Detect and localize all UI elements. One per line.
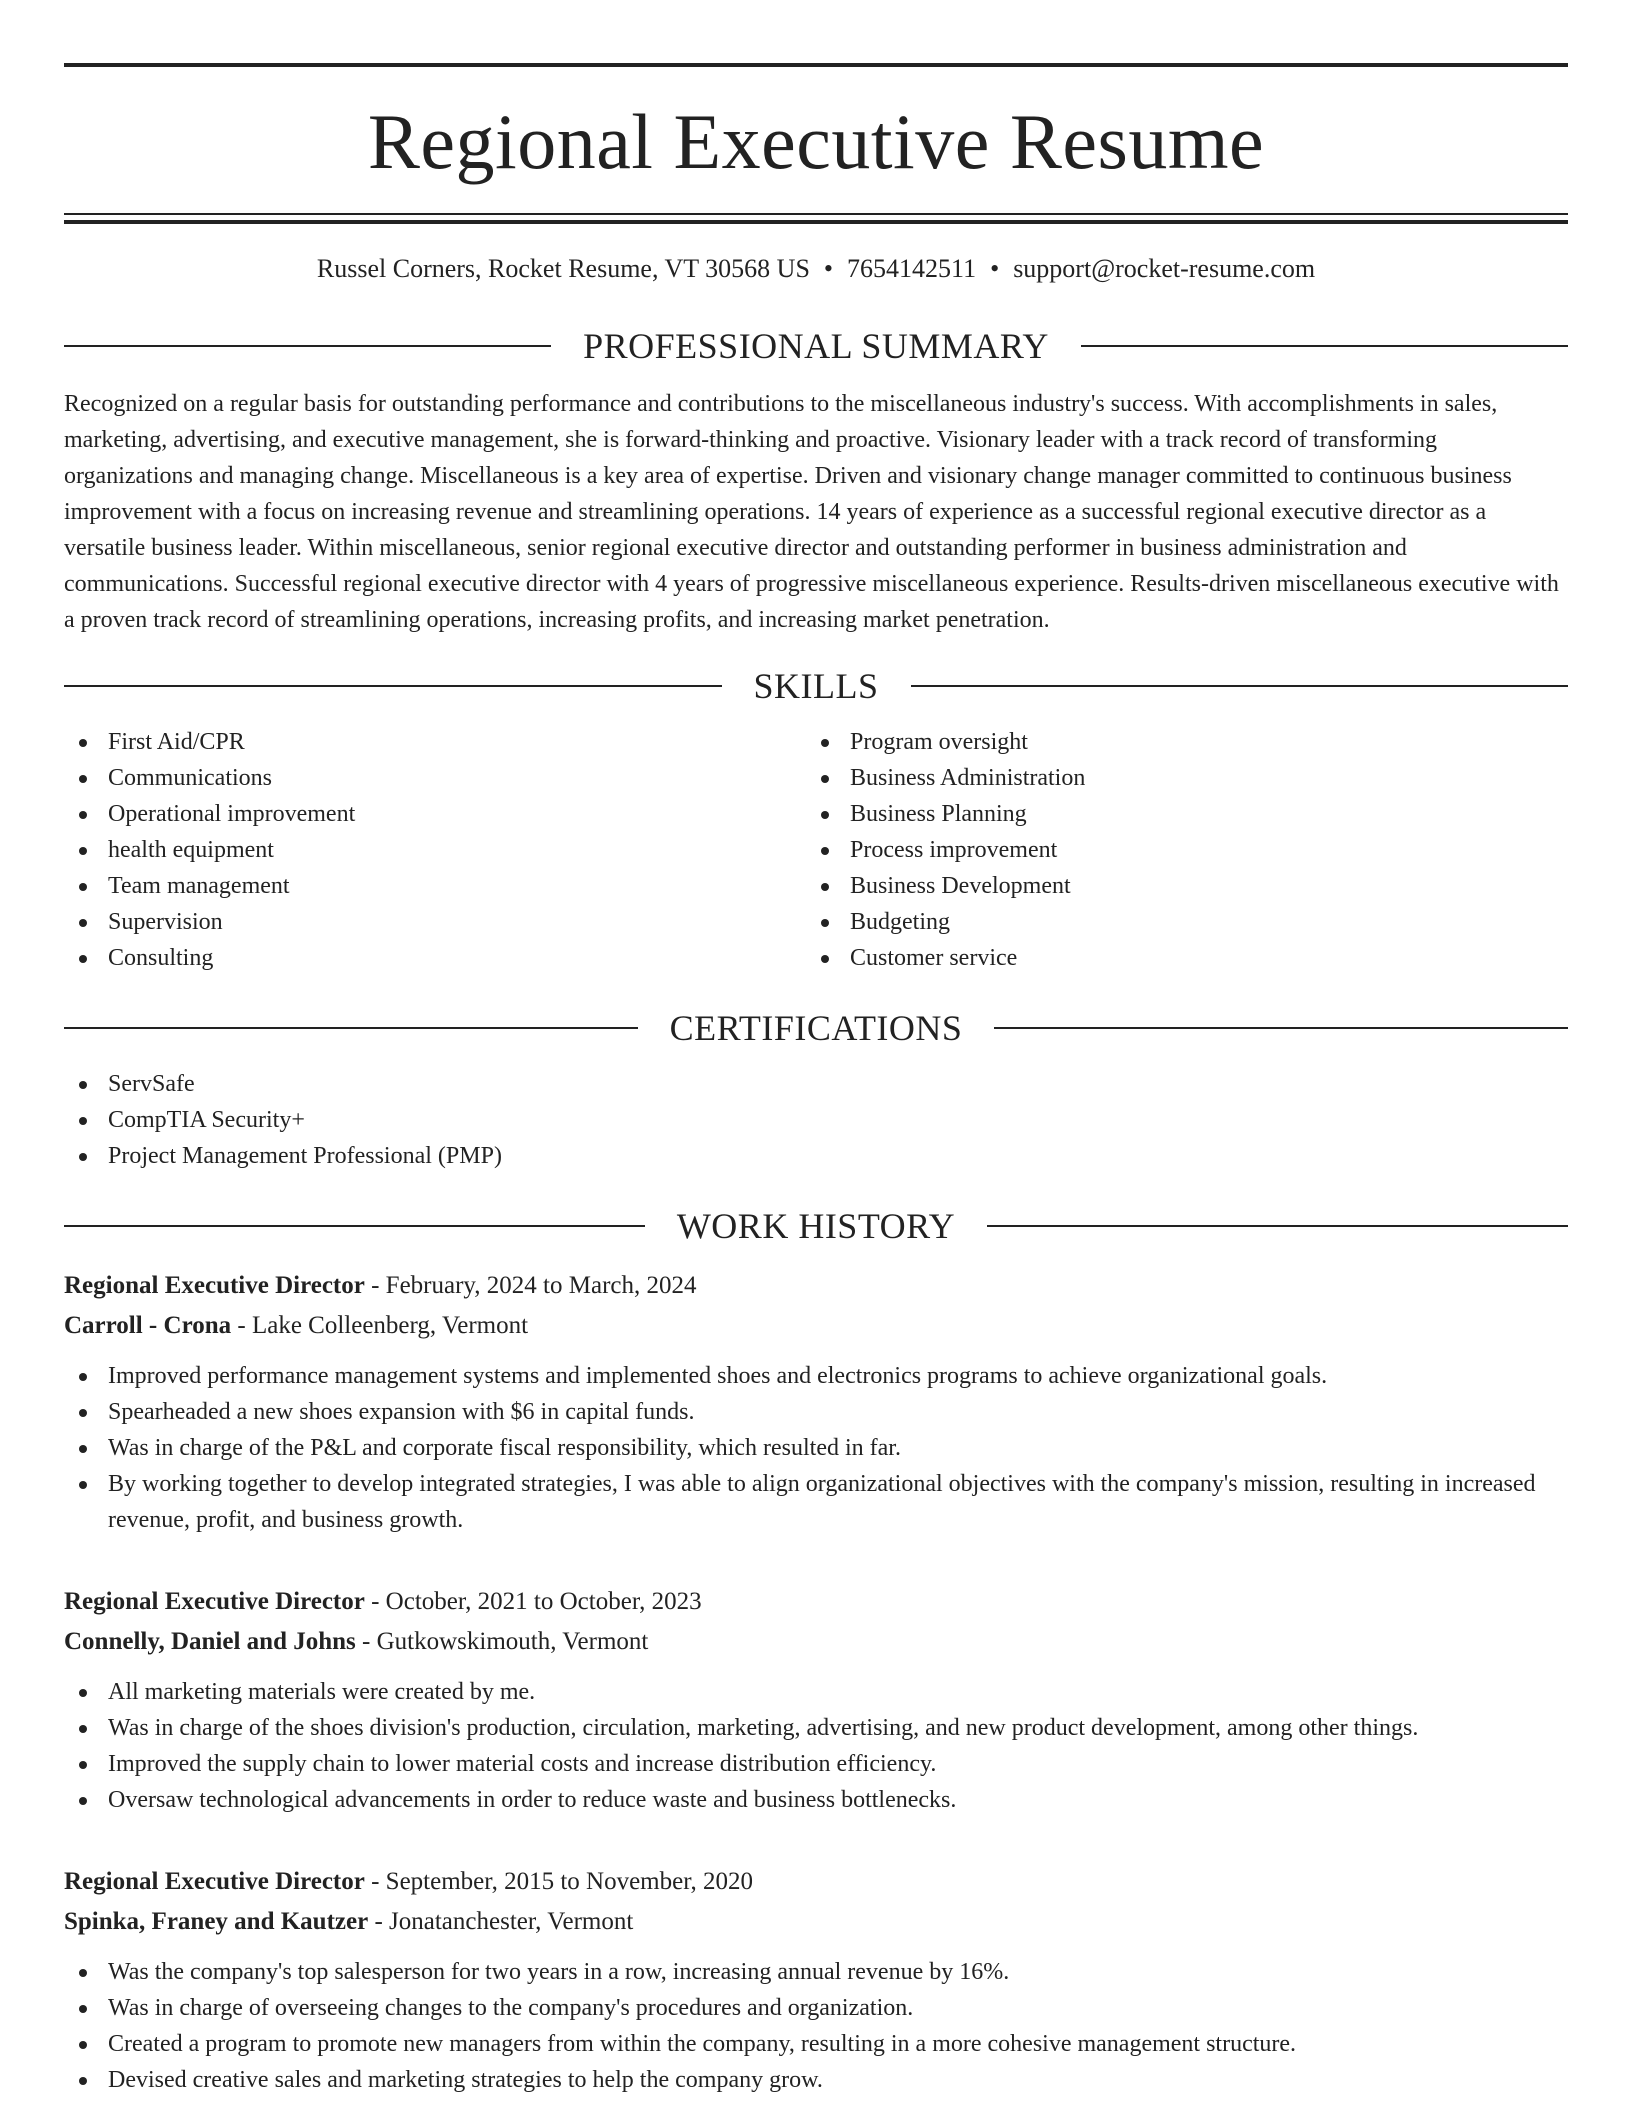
section-title-skills: SKILLS (753, 666, 879, 706)
job-bullet: Devised creative sales and marketing strategies to help the company grow. (64, 2062, 1568, 2098)
skill-item: First Aid/CPR (64, 724, 806, 760)
skill-item: Process improvement (806, 832, 1548, 868)
job-title: Regional Executive Director (64, 1868, 365, 1895)
section-rule (911, 685, 1569, 687)
job-company: Connelly, Daniel and Johns (64, 1628, 356, 1655)
skill-item: health equipment (64, 832, 806, 868)
job-company: Carroll - Crona (64, 1312, 232, 1339)
title-divider (64, 213, 1568, 224)
skills-columns (64, 724, 1568, 976)
summary-paragraph: Recognized on a regular basis for outstanding performance and contributions to the miscellaneous industry's success. With accomplishments in sales, marketing, advertising, and executive management, she is forward-thinking and proactive. Visionary leader with a track record of transforming organizations and managing change. Miscellaneous is a key area of expertise. Driven and visionary change manager committed to continuous business improvement with a focus on increasing revenue and streamlining operations. 14 years of experience as a successful regional executive director as a versatile business leader. Within miscellaneous, senior regional executive director and outstanding performer in business administration and communications. Successful regional executive director with 4 years of progressive miscellaneous experience. Results-driven miscellaneous executive with a proven track record of streamlining operations, increasing profits, and increasing market penetration. (64, 391, 1559, 633)
job-location: - Gutkowskimouth, Vermont (355, 1628, 649, 1655)
job-bullet: Was the company's top salesperson for two years in a row, increasing annual revenue by 16%. (64, 1954, 1568, 1990)
job-bullet: Improved the supply chain to lower material costs and increase distribution efficiency. (64, 1746, 1568, 1782)
certification-item: CompTIA Security+ (64, 1102, 1568, 1138)
job-location: - Lake Colleenberg, Vermont (231, 1312, 529, 1339)
skill-item: Budgeting (806, 904, 1548, 940)
certification-item: ServSafe (64, 1066, 1568, 1102)
section-header-summary (64, 328, 1568, 364)
job-bullet: Was in charge of the P&L and corporate fiscal responsibility, which resulted in far. (64, 1430, 1568, 1466)
section-header-skills (64, 668, 1568, 704)
job-entry (64, 1862, 1568, 2098)
job-bullet: Was in charge of the shoes division's production, circulation, marketing, advertising, and new product development, among other things. (64, 1710, 1568, 1746)
certifications-list (64, 1066, 1568, 1174)
job-title-line (64, 1582, 1568, 1622)
certification-item: Project Management Professional (PMP) (64, 1138, 1568, 1174)
job-entry (64, 1266, 1568, 1538)
section-rule (994, 1027, 1568, 1029)
job-dates: - October, 2021 to October, 2023 (364, 1588, 702, 1615)
section-title-summary: PROFESSIONAL SUMMARY (583, 326, 1049, 366)
job-dates: - September, 2015 to November, 2020 (364, 1868, 754, 1895)
skill-item: Team management (64, 868, 806, 904)
section-rule (64, 345, 551, 347)
job-location: - Jonatanchester, Vermont (368, 1908, 634, 1935)
contact-address: Russel Corners, Rocket Resume, VT 30568 US (316, 254, 810, 283)
section-rule (64, 685, 722, 687)
section-rule (64, 1027, 638, 1029)
job-bullet: Created a program to promote new managers from within the company, resulting in a more cohesive management structure. (64, 2026, 1568, 2062)
page-title: Regional Executive Resume (367, 98, 1265, 185)
job-bullet: Oversaw technological advancements in order to reduce waste and business bottlenecks. (64, 1782, 1568, 1818)
skill-item: Supervision (64, 904, 806, 940)
skill-item: Customer service (806, 940, 1548, 976)
section-rule (1081, 345, 1568, 347)
contact-line (64, 256, 1568, 282)
skill-item: Business Administration (806, 760, 1548, 796)
job-bullet: Spearheaded a new shoes expansion with $6 in capital funds. (64, 1394, 1568, 1430)
section-rule (987, 1225, 1568, 1227)
skill-item: Business Planning (806, 796, 1548, 832)
job-bullet: Was in charge of overseeing changes to the company's procedures and organization. (64, 1990, 1568, 2026)
skill-item: Business Development (806, 868, 1548, 904)
job-bullet: By working together to develop integrated strategies, I was able to align organizational objectives with the company's mission, resulting in increased revenue, profit, and business growth. (64, 1466, 1568, 1538)
job-dates: - February, 2024 to March, 2024 (364, 1272, 697, 1299)
job-company: Spinka, Franey and Kautzer (64, 1908, 369, 1935)
skills-list-left (64, 724, 806, 976)
top-rule (64, 63, 1568, 67)
section-header-work (64, 1208, 1568, 1244)
skill-item: Program oversight (806, 724, 1548, 760)
contact-phone: 7654142511 (847, 254, 977, 283)
job-entry (64, 1582, 1568, 1818)
job-bullets (64, 1954, 1568, 2098)
job-company-line (64, 1306, 1568, 1346)
job-title-line (64, 1266, 1568, 1306)
job-company-line (64, 1902, 1568, 1942)
job-company-line (64, 1622, 1568, 1662)
skill-item: Operational improvement (64, 796, 806, 832)
skill-item: Consulting (64, 940, 806, 976)
skills-list-right (806, 724, 1548, 976)
job-bullets (64, 1358, 1568, 1538)
section-header-certifications (64, 1010, 1568, 1046)
contact-email[interactable]: support@rocket-resume.com (1013, 254, 1316, 283)
section-title-certifications: CERTIFICATIONS (669, 1008, 963, 1048)
job-title: Regional Executive Director (64, 1272, 365, 1299)
section-rule (64, 1225, 645, 1227)
contact-separator: • (990, 254, 1000, 283)
resume-page (64, 0, 1568, 2098)
job-bullet: All marketing materials were created by me. (64, 1674, 1568, 1710)
contact-separator: • (823, 254, 834, 283)
job-title: Regional Executive Director (64, 1588, 365, 1615)
job-bullets (64, 1674, 1568, 1818)
job-bullet: Improved performance management systems and implemented shoes and electronics programs to achieve organizational goals. (64, 1358, 1568, 1394)
job-title-line (64, 1862, 1568, 1902)
section-title-work: WORK HISTORY (676, 1206, 956, 1246)
skill-item: Communications (64, 760, 806, 796)
